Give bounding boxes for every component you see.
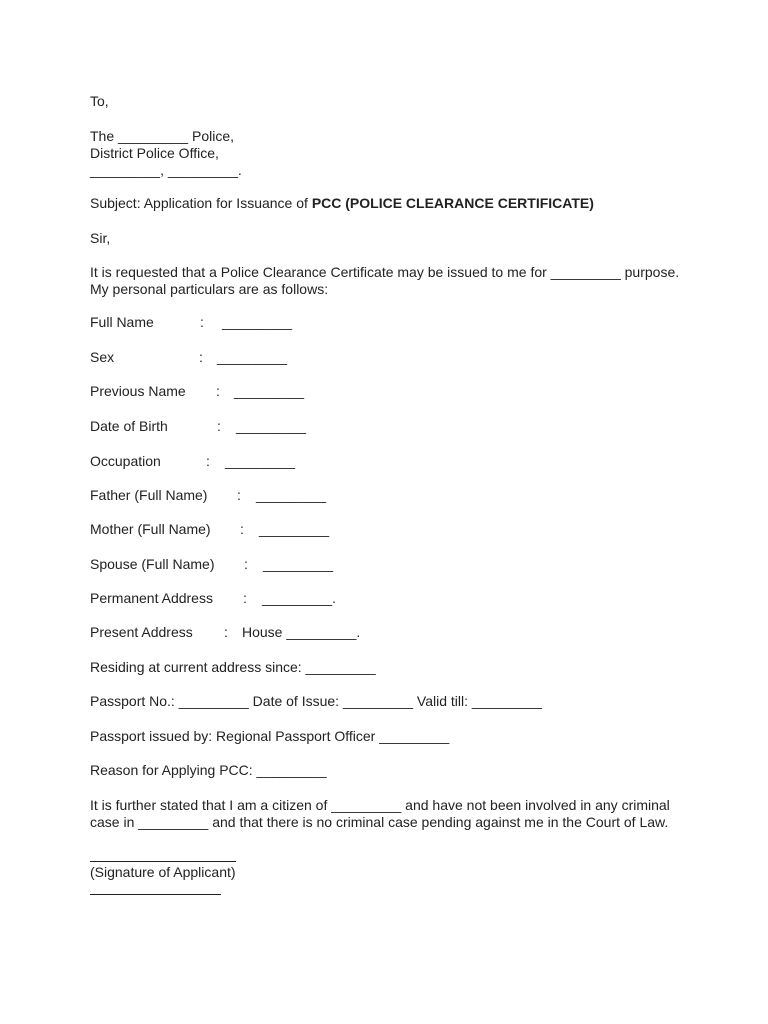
subject-line (90, 195, 594, 212)
field-colon: : (217, 418, 221, 434)
passport-line: Passport No.: _________ Date of Issue: _________ Valid till: _________ (90, 693, 542, 709)
field-label: Mother (Full Name) (90, 521, 211, 537)
field-label: Occupation (90, 453, 161, 469)
salutation-to: To, (90, 93, 109, 109)
field-colon: : (224, 624, 228, 640)
date-line (90, 894, 221, 895)
intro-line-2: My personal particulars are as follows: (90, 281, 329, 297)
field-colon: : (200, 314, 204, 330)
field-label: Previous Name (90, 383, 186, 399)
field-label: Present Address (90, 624, 193, 640)
greeting: Sir, (90, 230, 111, 246)
field-value: _________ (222, 314, 293, 330)
address-line-3: _________, _________. (90, 162, 242, 178)
field-value: _________ (234, 383, 305, 399)
statement-line-1: It is further stated that I am a citizen of _________ and have not been involved in any criminal (90, 797, 670, 813)
field-colon: : (243, 590, 247, 606)
field-value: _________ (236, 418, 307, 434)
field-label: Date of Birth (90, 418, 168, 434)
field-colon: : (240, 521, 244, 537)
address-line-2: District Police Office, (90, 145, 219, 161)
field-colon: : (237, 487, 241, 503)
field-colon: : (206, 453, 210, 469)
field-value: _________ (217, 349, 288, 365)
field-label: Sex (90, 349, 115, 365)
field-label: Father (Full Name) (90, 487, 208, 503)
intro-line-1: It is requested that a Police Clearance Certificate may be issued to me for _________ purpose. (90, 264, 680, 280)
signature-caption: (Signature of Applicant) (90, 864, 236, 880)
field-value: _________. (262, 590, 336, 606)
field-label: Full Name (90, 314, 154, 330)
passport-issued-by-line: Passport issued by: Regional Passport Officer _________ (90, 728, 450, 744)
statement-line-2: case in _________ and that there is no criminal case pending against me in the Court of Law. (90, 814, 669, 830)
address-line-1: The _________ Police, (90, 128, 234, 144)
subject-bold: PCC (POLICE CLEARANCE CERTIFICATE) (311, 195, 594, 211)
signature-line (90, 861, 236, 862)
field-value: House _________. (242, 624, 361, 640)
field-value: _________ (225, 453, 296, 469)
reason-line: Reason for Applying PCC: _________ (90, 762, 327, 778)
field-label: Permanent Address (90, 590, 213, 606)
residing-since-line: Residing at current address since: _________ (90, 659, 376, 675)
subject-prefix: Subject: Application for Issuance of (90, 195, 312, 211)
field-colon: : (244, 556, 248, 572)
field-label: Spouse (Full Name) (90, 556, 215, 572)
field-colon: : (216, 383, 220, 399)
field-value: _________ (263, 556, 334, 572)
field-value: _________ (256, 487, 327, 503)
field-value: _________ (259, 521, 330, 537)
field-colon: : (199, 349, 203, 365)
